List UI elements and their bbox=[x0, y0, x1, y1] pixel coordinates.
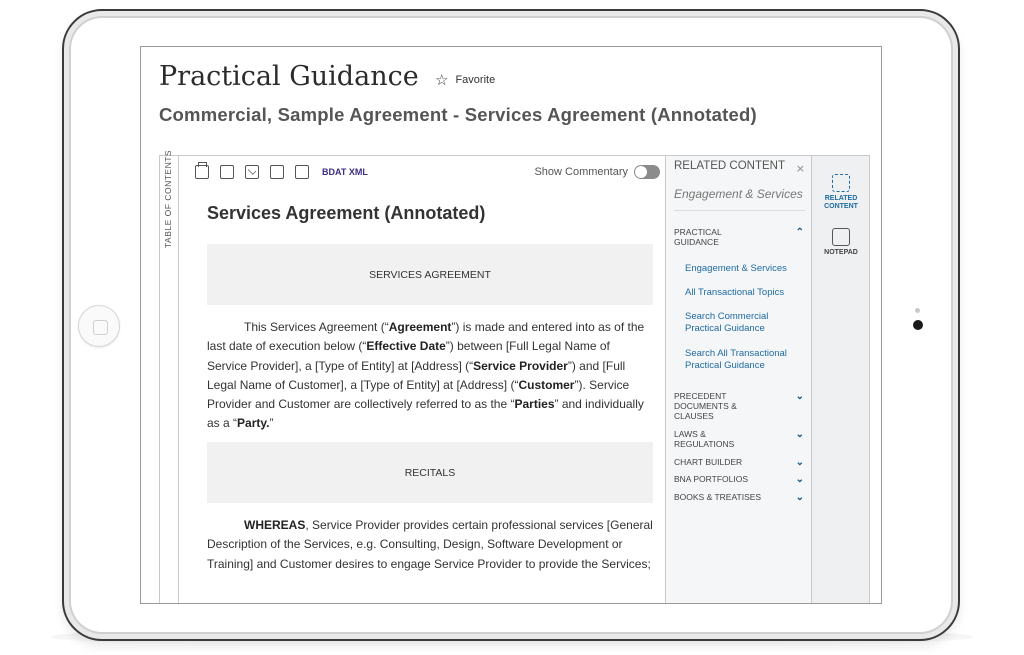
related-content-rail-label: RELATED CONTENT bbox=[824, 195, 858, 210]
related-content-icon bbox=[832, 174, 850, 192]
close-icon[interactable]: × bbox=[795, 162, 805, 175]
notepad-rail-label: NOTEPAD bbox=[824, 249, 858, 256]
bdat-xml-link[interactable]: BDAT XML bbox=[322, 167, 368, 177]
section-precedent-documents[interactable]: PRECEDENT DOCUMENTS & CLAUSES ⌄ bbox=[674, 391, 804, 421]
recitals-paragraph: WHEREAS, Service Provider provides certain professional services [General Description of the Services, e.g. Consulting, Design, Software Development or Training] and Customer desires to engage Service Provider to provide the Services; bbox=[207, 518, 653, 571]
agreement-paragraph: This Services Agreement (“Agreement”) is made and entered into as of the last date of execution below (“Effective Date”) between [Full Legal Name of Service Provider], a [Type of Entity] at [Address] (“Service Provider”) and [Full Legal Name of Customer], a [Type of Entity] at [Address] (“Customer”). Service Provider and Customer are collectively referred to as the “Parties” and individually as a “Party.” bbox=[207, 320, 645, 431]
toc-label: TABLE OF CONTENTS bbox=[163, 149, 173, 248]
section-heading: SERVICES AGREEMENT bbox=[369, 268, 491, 281]
related-topic: Engagement & Services bbox=[674, 187, 805, 211]
section-bna-portfolios[interactable]: BNA PORTFOLIOS ⌄ bbox=[674, 474, 804, 485]
section-heading: RECITALS bbox=[404, 466, 456, 479]
favorite-label: Favorite bbox=[455, 74, 496, 86]
app-screen bbox=[140, 46, 882, 604]
chevron-down-icon: ⌄ bbox=[795, 429, 804, 440]
document-panel bbox=[179, 155, 665, 604]
notepad-icon bbox=[832, 228, 850, 246]
section-laws-regulations[interactable]: LAWS & REGULATIONS ⌄ bbox=[674, 429, 804, 449]
camera-dot bbox=[913, 320, 923, 330]
save-icon[interactable] bbox=[295, 165, 309, 179]
related-content-header: RELATED CONTENT bbox=[674, 160, 785, 172]
section-chart-builder[interactable]: CHART BUILDER ⌄ bbox=[674, 457, 804, 468]
section-books-treatises[interactable]: BOOKS & TREATISES ⌄ bbox=[674, 492, 804, 503]
related-link[interactable]: Search Commercial Practical Guidance bbox=[685, 311, 769, 334]
show-commentary-label: Show Commentary bbox=[534, 166, 628, 178]
chevron-up-icon: ⌃ bbox=[795, 227, 804, 238]
related-content-panel bbox=[665, 155, 812, 604]
notepad-rail-button[interactable] bbox=[812, 228, 870, 257]
right-rail bbox=[812, 155, 870, 604]
related-content-rail-button[interactable] bbox=[812, 174, 870, 211]
chevron-down-icon: ⌄ bbox=[795, 391, 804, 402]
favorite-button[interactable] bbox=[435, 71, 495, 89]
document-subtitle: Commercial, Sample Agreement - Services Agreement (Annotated) bbox=[159, 104, 757, 125]
add-folder-icon[interactable] bbox=[270, 165, 284, 179]
page-title: Practical Guidance bbox=[159, 61, 419, 92]
chevron-down-icon: ⌄ bbox=[795, 492, 804, 503]
table-of-contents-tab[interactable] bbox=[159, 149, 179, 604]
chevron-down-icon: ⌄ bbox=[795, 474, 804, 485]
chevron-down-icon: ⌄ bbox=[795, 457, 804, 468]
sensor-dot bbox=[915, 308, 920, 313]
document-title: Services Agreement (Annotated) bbox=[207, 203, 486, 223]
email-icon[interactable] bbox=[245, 165, 259, 179]
home-button[interactable] bbox=[78, 305, 120, 347]
related-link[interactable]: Engagement & Services bbox=[685, 263, 787, 274]
section-practical-guidance[interactable]: PRACTICAL GUIDANCE ⌃ bbox=[674, 227, 804, 247]
section-heading-box bbox=[207, 244, 653, 305]
star-icon: ☆ bbox=[435, 72, 449, 89]
document-toolbar bbox=[195, 165, 368, 179]
related-link[interactable]: All Transactional Topics bbox=[685, 287, 785, 298]
download-icon[interactable] bbox=[220, 165, 234, 179]
section-heading-box bbox=[207, 442, 653, 503]
show-commentary-control bbox=[534, 165, 660, 179]
related-link[interactable]: Search All Transactional Practical Guidance bbox=[685, 348, 787, 371]
show-commentary-toggle[interactable] bbox=[634, 165, 660, 179]
print-icon[interactable] bbox=[195, 165, 209, 179]
